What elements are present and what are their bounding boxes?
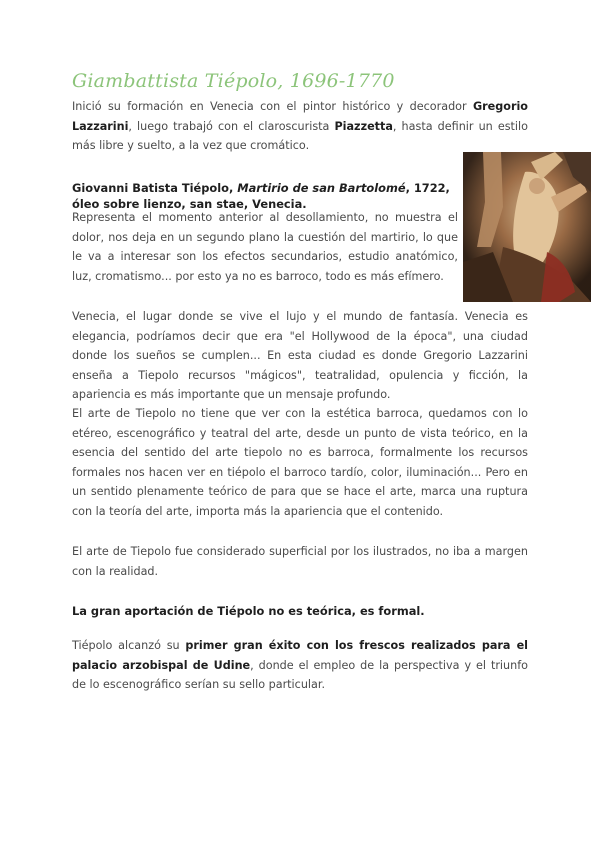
arte-tiepolo-paragraph: El arte de Tiepolo no tiene que ver con la estética barroca, quedamos con lo etéreo, escenográfico y teatral del arte, desde un punto de vista teórico, en la esencia del sentido del arte tiepolo no es barroca, formalmente los recursos formales nos hacen ver en tiépolo el barroco tardío, color, iluminación... Pero en un sentido plenamente teórico de para que se hace el arte, marca una ruptura con la teoría del arte, importa más la apariencia que el contenido. xyxy=(72,407,528,518)
udine-text-1: Tiépolo alcanzó su xyxy=(72,639,186,652)
martirio-san-bartolome-painting xyxy=(463,152,591,302)
intro-bold-piazzetta: Piazzetta xyxy=(334,119,393,133)
intro-bold-lazzarini: Gregorio Lazzarini xyxy=(72,100,528,133)
artwork-description: Representa el momento anterior al desollamiento, no muestra el dolor, nos deja en un segundo plano la cuestión del martirio, lo que le va a interesar son los efectos secundarios, estudio anatómico, luz, cromatismo... por esto ya no es barroco, todo es más efímero. xyxy=(72,211,458,283)
page-title: Giambattista Tiépolo, 1696-1770 xyxy=(72,70,395,92)
udine-bold: primer gran éxito con los frescos realizados para el palacio arzobispal de Udine xyxy=(72,639,528,672)
intro-text-1: Inició su formación en Venecia con el pintor histórico y decorador xyxy=(72,100,473,113)
artwork-heading-part-1: Giovanni Batista Tiépolo, xyxy=(72,181,238,195)
udine-paragraph xyxy=(72,636,528,695)
intro-paragraph xyxy=(72,97,528,156)
udine-text-2: , donde el empleo de la perspectiva y el triunfo de lo escenográfico serían su sello particular. xyxy=(72,658,528,691)
artwork-title: Martirio de san Bartolomé xyxy=(237,181,406,195)
superficial-paragraph: El arte de Tiepolo fue considerado superficial por los ilustrados, no iba a margen con la realidad. xyxy=(72,545,528,578)
intro-text-2: , luego trabajó con el claroscurista xyxy=(128,119,335,133)
aportacion-heading: La gran aportación de Tiépolo no es teórica, es formal. xyxy=(72,604,425,618)
intro-text-3: , hasta definir un estilo más libre y suelto, a la vez que cromático. xyxy=(72,119,528,152)
venecia-paragraph: Venecia, el lugar donde se vive el lujo y el mundo de fantasía. Venecia es elegancia, podríamos decir que era "el Hollywood de la época", una ciudad donde los sueños se cumplen... En esta ciudad es donde Gregorio Lazzarini enseña a Tiepolo recursos "mágicos", teatralidad, opulencia y ficción, la apariencia es más importante que un mensaje profundo. xyxy=(72,310,528,401)
artwork-heading-part-2: , 1722, óleo sobre lienzo, san stae, Venecia. xyxy=(72,181,450,211)
